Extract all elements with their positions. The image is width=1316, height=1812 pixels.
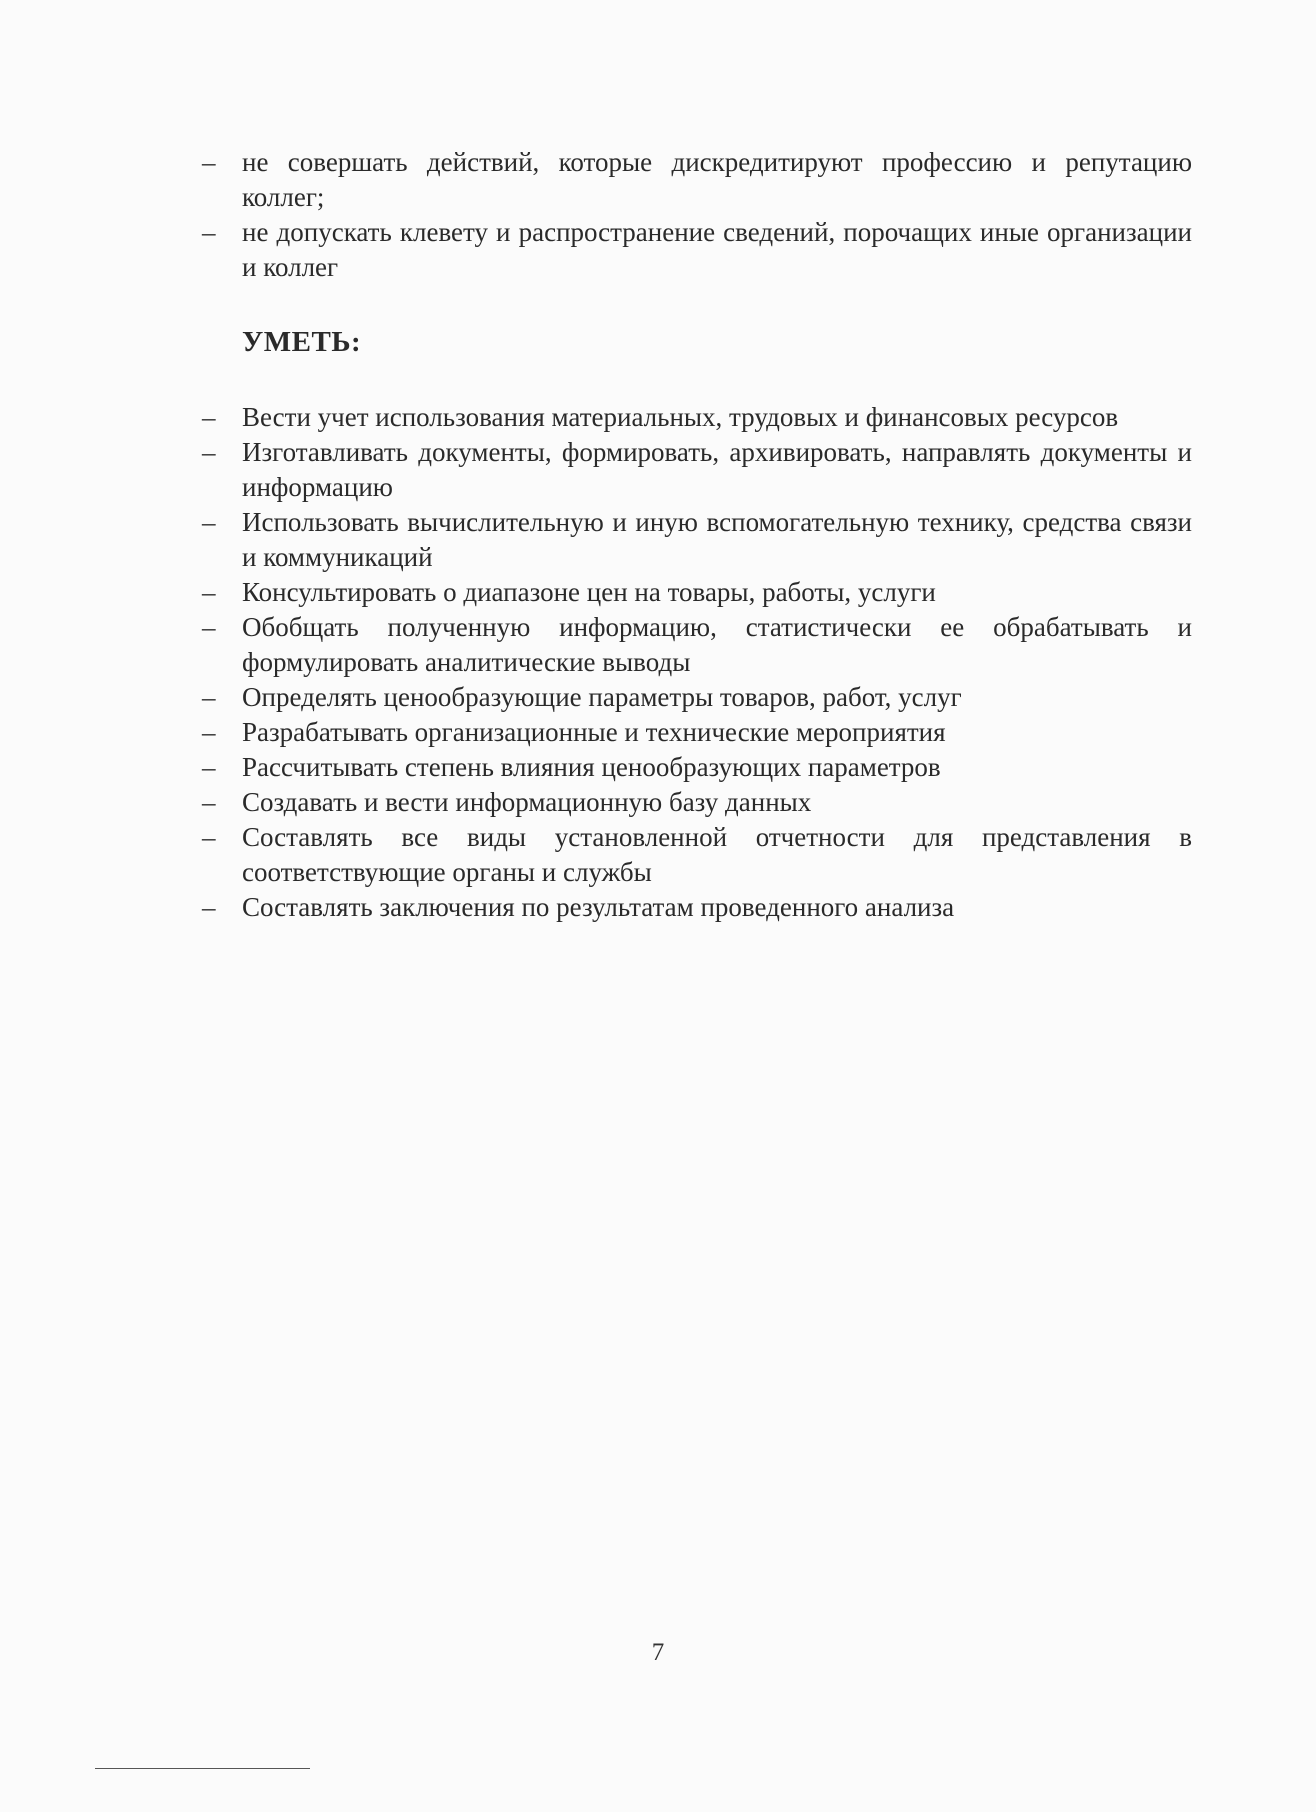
list-item: – не совершать действий, которые дискредитируют профессию и репутацию коллег; [202,145,1192,215]
list-item: – Составлять заключения по результатам проведенного анализа [202,890,1192,925]
page-number: 7 [651,1639,665,1666]
list-item: – Вести учет использования материальных, трудовых и финансовых ресурсов [202,400,1192,435]
list-item: – Изготавливать документы, формировать, архивировать, направлять документы и информацию [202,435,1192,505]
page-content [202,145,1192,925]
intro-list [202,145,1192,285]
skills-list [202,400,1192,925]
footnote-separator [95,1768,310,1769]
list-item: – Рассчитывать степень влияния ценообразующих параметров [202,750,1192,785]
list-item: – Обобщать полученную информацию, статистически ее обрабатывать и формулировать аналитические выводы [202,610,1192,680]
list-item: – Создавать и вести информационную базу данных [202,785,1192,820]
list-item: – Использовать вычислительную и иную вспомогательную технику, средства связи и коммуникаций [202,505,1192,575]
list-item: – Разрабатывать организационные и технические мероприятия [202,715,1192,750]
list-item: – Определять ценообразующие параметры товаров, работ, услуг [202,680,1192,715]
list-item: – Консультировать о диапазоне цен на товары, работы, услуги [202,575,1192,610]
list-item: – Составлять все виды установленной отчетности для представления в соответствующие органы и службы [202,820,1192,890]
section-heading: УМЕТЬ: [242,326,362,358]
list-item: – не допускать клевету и распространение сведений, порочащих иные организации и коллег [202,215,1192,285]
